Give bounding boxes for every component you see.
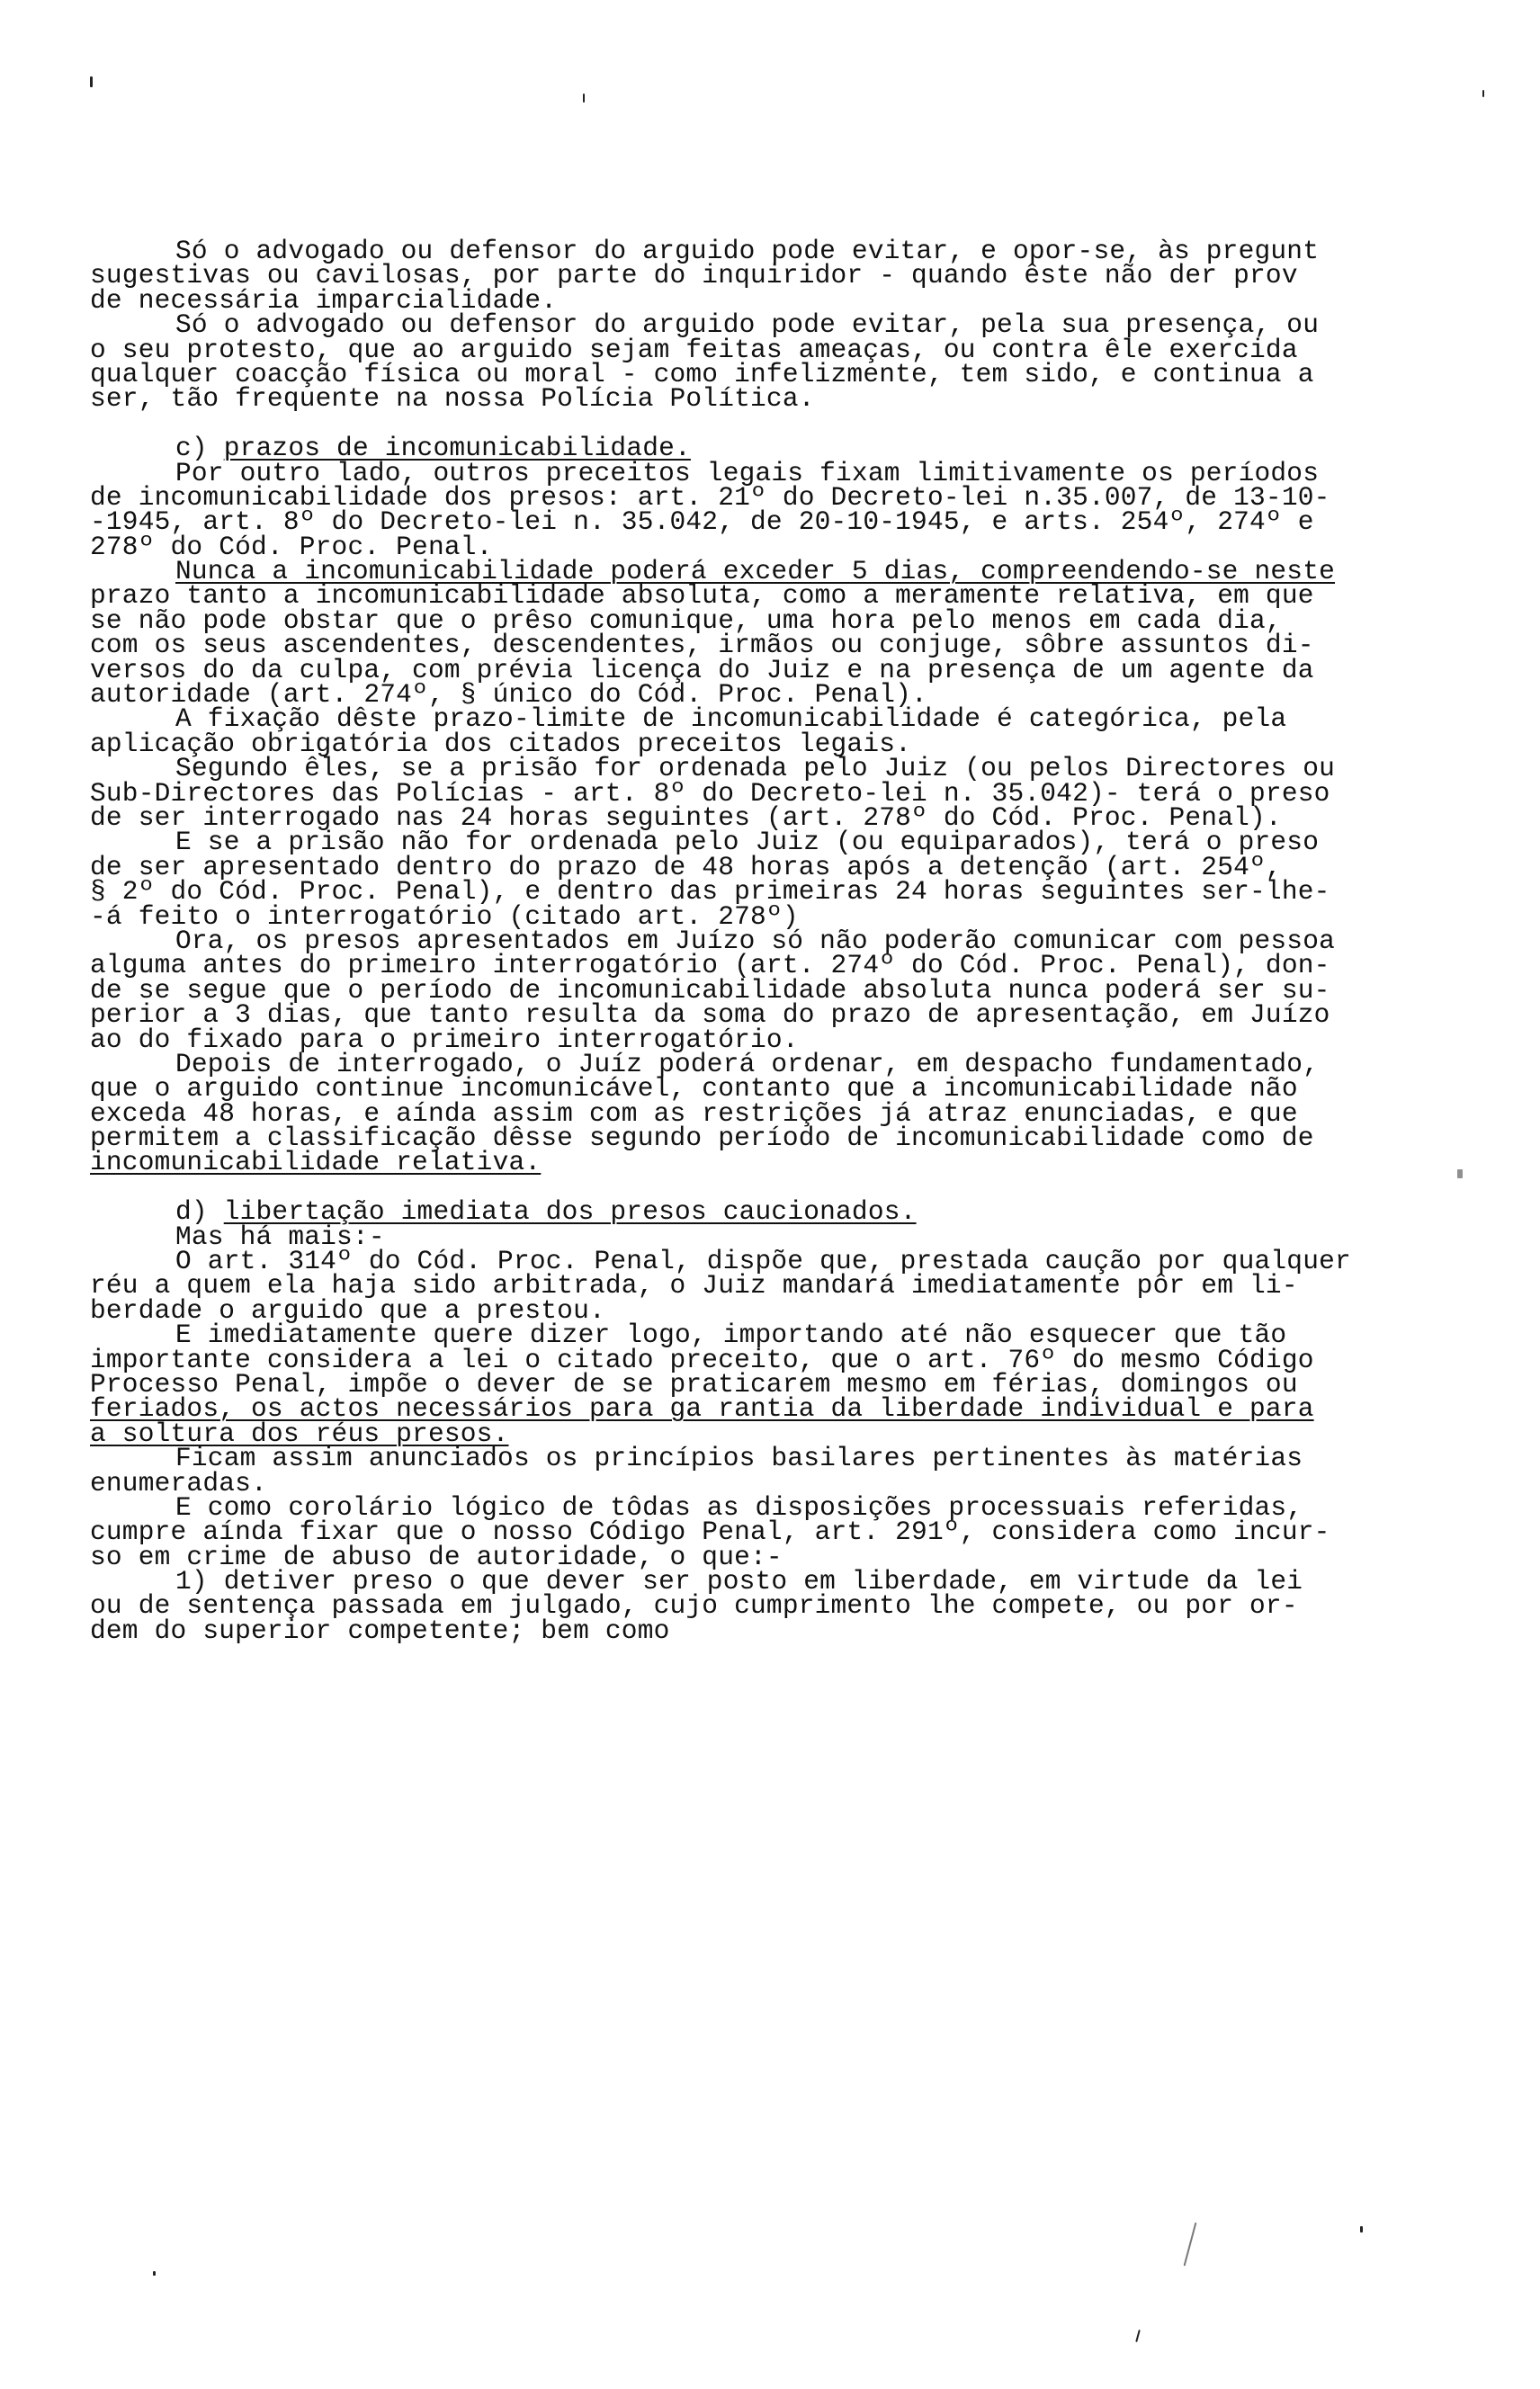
text-line: perior a 3 dias, que tanto resulta da soma do prazo de apresentação, em Juízo bbox=[90, 999, 1330, 1031]
text-line: de incomunicabilidade dos presos: art. 21º do Decreto-lei n.35.007, de 13-10- bbox=[90, 481, 1330, 513]
text-line: -1945, art. 8º do Decreto-lei n. 35.042, de 20-10-1945, e arts. 254º, 274º e bbox=[90, 506, 1314, 538]
text-line: com os seus ascendentes, descendentes, irmãos ou conjuge, sôbre assuntos di- bbox=[90, 630, 1314, 661]
section-title: prazos de incomunicabilidade. bbox=[223, 433, 691, 464]
text-line: Mas há mais:- bbox=[175, 1221, 385, 1252]
text-line: berdade o arguido que a prestou. bbox=[90, 1294, 605, 1326]
text-line: Nunca a incomunicabilidade poderá exceder 5 dias, compreendendo-se neste bbox=[175, 556, 1336, 587]
text-line: alguma antes do primeiro interrogatório (art. 274º do Cód. Proc. Penal), don- bbox=[90, 950, 1330, 981]
text-line: réu a quem ela haja sido arbitrada, o Juiz mandará imediatamente pôr em li- bbox=[90, 1270, 1298, 1302]
text-line: prazo tanto a incomunicabilidade absoluta, como a meramente relativa, em que bbox=[90, 580, 1314, 612]
scan-speck bbox=[1360, 2226, 1363, 2232]
scan-speck bbox=[90, 76, 93, 87]
text-line: -á feito o interrogatório (citado art. 278º) bbox=[90, 900, 799, 932]
text-line: o seu protesto, que ao arguido sejam feitas ameaças, ou contra êle exercida bbox=[90, 334, 1298, 365]
text-line: de ser interrogado nas 24 horas seguintes (art. 278º do Cód. Proc. Penal). bbox=[90, 801, 1282, 833]
scan-speck bbox=[153, 2271, 156, 2276]
text-line: E imediatamente quere dizer logo, importando até não esquecer que tão bbox=[175, 1320, 1287, 1351]
text-line: feriados, os actos necessários para ga rantia da liberdade individual e para bbox=[90, 1393, 1314, 1425]
text-line: a soltura dos réus presos. bbox=[90, 1418, 509, 1449]
scan-speck bbox=[1457, 1169, 1463, 1178]
text-line: 1) detiver preso o que dever ser posto em liberdade, em virtude da lei bbox=[175, 1566, 1303, 1597]
text-line: autoridade (art. 274º, § único do Cód. Proc. Penal). bbox=[90, 679, 927, 711]
text-line: de ser apresentado dentro do prazo de 48 horas após a detenção (art. 254º, bbox=[90, 851, 1282, 882]
text-line: Só o advogado ou defensor do arguido pode evitar, e opor-se, às pregunt bbox=[175, 236, 1320, 266]
text-line: Segundo êles, se a prisão for ordenada pelo Juiz (ou pelos Directores ou bbox=[175, 753, 1336, 784]
text-line: sugestivas ou cavilosas, por parte do inquiridor - quando êste não der prov bbox=[90, 260, 1298, 291]
scan-speck bbox=[1184, 2223, 1197, 2267]
text-line: ser, tão frequente na nossa Polícia Política. bbox=[90, 383, 815, 415]
text-line: Processo Penal, impõe o dever de se praticarem mesmo em férias, domingos ou bbox=[90, 1368, 1298, 1400]
text-line: qualquer coacção física ou moral - como infelizmente, tem sido, e continua a bbox=[90, 358, 1314, 389]
text-line: que o arguido continue incomunicável, contanto que a incomunicabilidade não bbox=[90, 1073, 1298, 1105]
text-line: Por outro lado, outros preceitos legais fixam limitivamente os períodos bbox=[175, 457, 1320, 488]
text-line: Sub-Directores das Polícias - art. 8º do Decreto-lei n. 35.042)- terá o preso bbox=[90, 777, 1330, 809]
text-line: incomunicabilidade relativa. bbox=[90, 1147, 542, 1178]
text-line: Ora, os presos apresentados em Juízo só não poderão comunicar com pessoa bbox=[175, 925, 1336, 956]
text-line: A fixação dêste prazo-limite de incomunicabilidade é categórica, pela bbox=[175, 703, 1287, 735]
text-line: E se a prisão não for ordenada pelo Juiz (ou equiparados), terá o preso bbox=[175, 827, 1320, 858]
text-line: ao do fixado para o primeiro interrogatório. bbox=[90, 1024, 799, 1055]
text-line: E como corolário lógico de tôdas as disposições processuais referidas, bbox=[175, 1491, 1303, 1523]
typewritten-page bbox=[90, 236, 1493, 1646]
text-line: 278º do Cód. Proc. Penal. bbox=[90, 531, 493, 562]
text-line: ou de sentença passada em julgado, cujo cumprimento lhe compete, ou por or- bbox=[90, 1590, 1298, 1622]
text-line: importante considera a lei o citado preceito, que o art. 76º do mesmo Código bbox=[90, 1344, 1314, 1375]
text-line: exceda 48 horas, e aínda assim com as restrições já atraz enunciadas, e que bbox=[90, 1097, 1298, 1129]
text-line: versos do da culpa, com prévia licença do Juiz e na presença de um agente da bbox=[90, 654, 1314, 685]
scan-speck bbox=[583, 94, 585, 103]
text-line: so em crime de abuso de autoridade, o que:- bbox=[90, 1541, 783, 1572]
scan-speck bbox=[1482, 90, 1484, 97]
text-line: O art. 314º do Cód. Proc. Penal, dispõe que, prestada caução por qualquer bbox=[175, 1246, 1351, 1277]
scan-speck bbox=[1135, 2330, 1141, 2342]
text-line: se não pode obstar que o prêso comunique, uma hora pelo menos em cada dia, bbox=[90, 604, 1282, 636]
text-line: enumeradas. bbox=[90, 1467, 267, 1499]
text-line: Só o advogado ou defensor do arguido pode evitar, pela sua presença, ou bbox=[175, 309, 1320, 341]
text-line: de necessária imparcialidade. bbox=[90, 284, 558, 316]
text-line: permitem a classificação dêsse segundo período de incomunicabilidade como de bbox=[90, 1123, 1314, 1154]
section-label: d) bbox=[175, 1196, 208, 1228]
text-line: aplicação obrigatória dos citados preceitos legais. bbox=[90, 728, 912, 759]
section-label: c) bbox=[175, 433, 208, 464]
text-line: cumpre aínda fixar que o nosso Código Penal, art. 291º, considera como incur- bbox=[90, 1517, 1330, 1548]
text-line: § 2º do Cód. Proc. Penal), e dentro das primeiras 24 horas seguintes ser-lhe- bbox=[90, 876, 1330, 908]
section-title: libertação imediata dos presos caucionados. bbox=[223, 1196, 917, 1228]
text-line: Depois de interrogado, o Juíz poderá ordenar, em despacho fundamentado, bbox=[175, 1048, 1320, 1079]
text-line: dem do superior competente; bem como bbox=[90, 1615, 670, 1646]
text-line: de se segue que o período de incomunicabilidade absoluta nunca poderá ser su- bbox=[90, 974, 1330, 1006]
text-line: Ficam assim anunciados os princípios basilares pertinentes às matérias bbox=[175, 1443, 1303, 1474]
